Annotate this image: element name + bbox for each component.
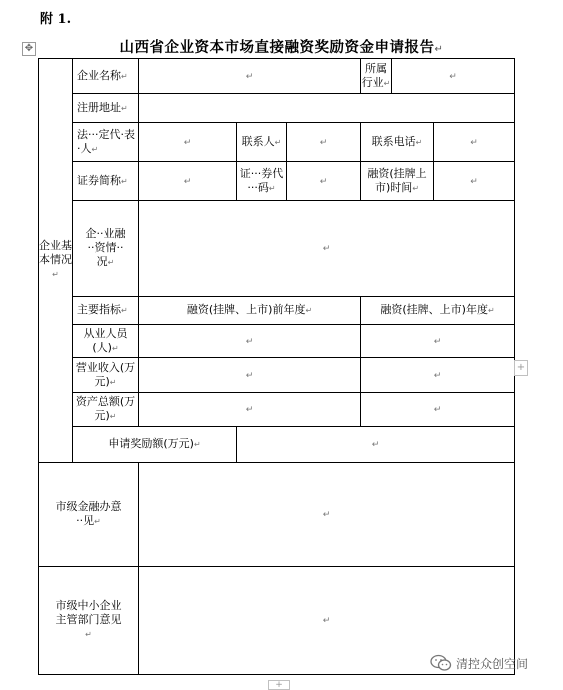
paragraph-mark-icon: ↵ [487,306,495,315]
paragraph-mark-icon: ↵ [371,440,380,450]
main-indicators-label-cell [73,297,139,325]
employees-label-cell [73,325,139,358]
contact-phone-label-cell [361,123,434,162]
basic-info-label-cell [39,59,73,463]
revenue-label-cell [73,358,139,393]
employees-fin-value[interactable] [361,325,515,358]
industry-label: 所属行业 [361,61,388,89]
paragraph-mark-icon: ↵ [433,370,442,381]
paragraph-mark-icon: ↵ [121,176,128,186]
paragraph-mark-icon: ↵ [449,71,457,82]
security-abbr-value[interactable] [139,162,237,201]
security-abbr-label-cell [73,162,139,201]
contact-phone-value[interactable] [434,123,515,162]
industry-label-cell [361,59,392,94]
company-name-label: 企业名称 [77,68,121,82]
reg-address-label-cell [73,94,139,123]
contact-label: 联系人 [241,134,275,148]
paragraph-mark-icon: ↵ [52,270,59,279]
reg-address-value[interactable] [139,94,515,123]
main-indicators-label: 主要指标 [77,303,121,316]
paragraph-mark-icon: ↵ [322,244,331,254]
paragraph-mark-icon: ↵ [109,377,117,387]
security-code-label-cell [237,162,287,201]
city-sme-label-cell [39,567,139,675]
wechat-logo-icon [430,654,452,672]
revenue-fin-value[interactable] [361,358,515,393]
revenue-label: 营业收入(万元) [75,360,136,388]
document-title-text: 山西省企业资本市场直接融资奖励资金申请报告 [119,40,435,56]
city-finance-label: 市级金融办意··见 [55,500,122,527]
paragraph-mark-icon: ↵ [322,616,331,626]
prev-year-header [139,297,361,325]
employees-label: 从业人员(人) [83,326,128,354]
paragraph-mark-icon: ↵ [111,343,119,353]
contact-phone-label: 联系电话 [371,134,416,148]
paragraph-mark-icon: ↵ [433,405,442,415]
paragraph-mark-icon: ↵ [245,405,254,415]
paragraph-mark-icon: ↵ [319,176,328,187]
security-code-value[interactable] [287,162,361,201]
paragraph-mark-icon: ↵ [121,71,128,81]
paragraph-mark-icon: ↵ [183,176,192,187]
contact-label-cell [237,123,287,162]
reward-amount-label: 申请奖励额(万元) [108,437,194,450]
financing-info-label-cell [73,201,139,297]
paragraph-mark-icon: ↵ [121,306,128,315]
revenue-prev-value[interactable] [139,358,361,393]
employees-prev-value[interactable] [139,325,361,358]
paragraph-mark-icon: ↵ [245,370,254,381]
paragraph-mark-icon: ↵ [183,137,192,148]
paragraph-mark-icon: ↵ [109,412,117,421]
add-column-handle-icon[interactable]: + [514,360,528,376]
prev-year-label: 融资(挂牌、上市)前年度 [186,303,306,316]
legal-rep-label-cell [73,123,139,162]
paragraph-mark-icon: ↵ [434,44,444,55]
watermark [430,654,528,672]
basic-info-label: 企业基本情况 [39,239,72,266]
fin-year-label: 融资(挂牌、上市)年度 [380,303,488,316]
security-code-label: 证···券代···码 [239,166,284,194]
paragraph-mark-icon: ↵ [245,336,254,347]
reg-address-label: 注册地址 [77,100,121,114]
legal-rep-label: 法···定代·表·人 [77,127,135,155]
city-sme-label: 市级中小企业主管部门意见 [55,599,122,626]
city-finance-label-cell [39,463,139,567]
paragraph-mark-icon: ↵ [322,510,331,520]
industry-value[interactable] [392,59,515,94]
paragraph-mark-icon: ↵ [383,78,391,88]
table-move-handle-icon[interactable]: ✥ [22,42,36,56]
paragraph-mark-icon: ↵ [94,517,101,526]
paragraph-mark-icon: ↵ [470,137,478,148]
paragraph-mark-icon: ↵ [121,103,128,113]
security-abbr-label: 证券简称 [77,173,121,187]
paragraph-mark-icon: ↵ [433,336,442,347]
watermark-text: 清控众创空间 [456,656,529,671]
paragraph-mark-icon: ↵ [193,440,201,449]
total-assets-fin-value[interactable] [361,393,515,427]
paragraph-mark-icon: ↵ [415,137,423,147]
reward-amount-value[interactable] [237,427,515,463]
attachment-label: 附 1. [40,12,72,27]
contact-value[interactable] [287,123,361,162]
paragraph-mark-icon: ↵ [305,306,313,315]
paragraph-mark-icon: ↵ [470,176,478,187]
legal-rep-value[interactable] [139,123,237,162]
financing-time-label-cell [361,162,434,201]
financing-info-value[interactable] [139,201,515,297]
paragraph-mark-icon: ↵ [107,258,115,267]
paragraph-mark-icon: ↵ [85,630,92,639]
total-assets-label: 资产总额(万元) [75,395,136,422]
document-title [0,36,563,57]
financing-time-label: 融资(挂牌上市)时间 [367,166,427,194]
reward-amount-label-cell [73,427,237,463]
financing-info-label: 企··业融··资情··况 [85,227,126,268]
financing-time-value[interactable] [434,162,515,201]
application-form-table [38,58,515,675]
add-row-handle-icon[interactable]: + [268,680,290,690]
paragraph-mark-icon: ↵ [245,71,254,82]
paragraph-mark-icon: ↵ [91,144,99,154]
total-assets-prev-value[interactable] [139,393,361,427]
company-name-value[interactable] [139,59,361,94]
company-name-label-cell [73,59,139,94]
fin-year-header [361,297,515,325]
total-assets-label-cell [73,393,139,427]
paragraph-mark-icon: ↵ [319,137,328,148]
paragraph-mark-icon: ↵ [274,137,282,147]
paragraph-mark-icon: ↵ [412,183,420,193]
paragraph-mark-icon: ↵ [268,183,276,193]
city-finance-value[interactable] [139,463,515,567]
